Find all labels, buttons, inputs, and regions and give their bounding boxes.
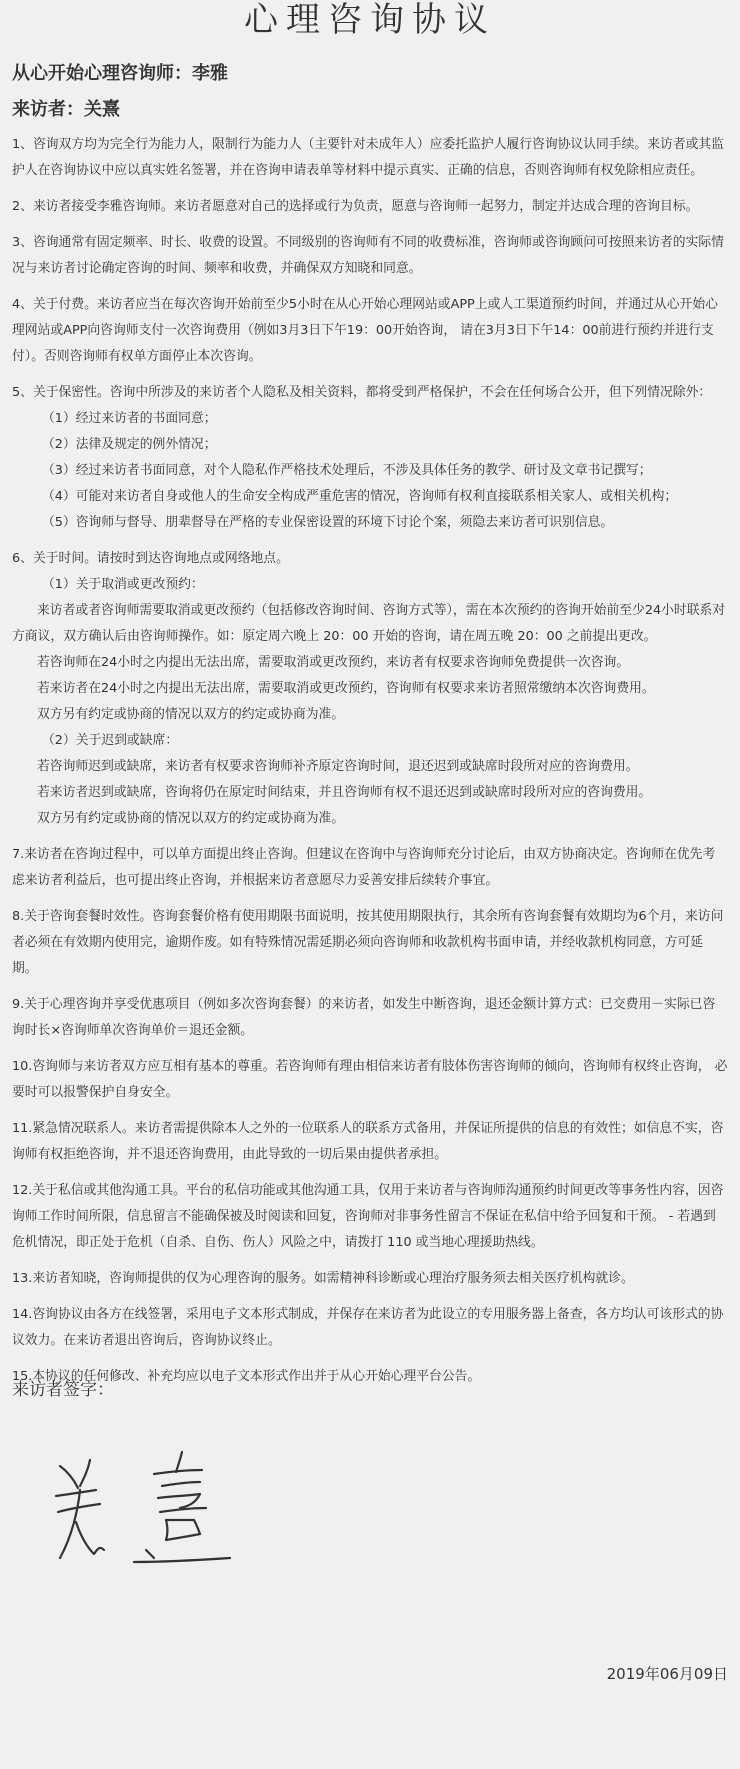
clause-subitem: （3）经过来访者书面同意，对个人隐私作严格技术处理后，不涉及具体任务的教学、研讨及文章书记撰写； [42,463,652,478]
clause-subitem: （4）可能对来访者自身或他人的生命安全构成严重危害的情况，咨询师有权利直接联系相关家人、或相关机构； [42,489,678,504]
clause-subitem: 若咨询师迟到或缺席，来访者有权要求咨询师补齐原定咨询时间，退还迟到或缺席时段所对应的咨询费用。 [37,759,639,774]
clause-paragraph: 8.关于咨询套餐时效性。咨询套餐价格有使用期限书面说明，按其使用期限执行，其余所有咨询套餐有效期均为6个月，来访问者必须在有效期内使用完，逾期作废。如有特殊情况需延期必须向咨询师和收款机构书面申请，并经收款机构同意，方可延期。 [12,909,724,976]
counselor-line: 从心开始心理咨询师：李雅 [12,63,228,84]
clause-subitem: 双方另有约定或协商的情况以双方的约定或协商为准。 [37,811,345,826]
clause-paragraph: 7.来访者在咨询过程中，可以单方面提出终止咨询。但建议在咨询中与咨询师充分讨论后，由双方协商决定。咨询师在优先考虑来访者利益后，也可提出终止咨询，并根据来访者意愿尽力妥善安排后续转介事宜。 [12,847,716,888]
clause-subitem: 双方另有约定或协商的情况以双方的约定或协商为准。 [37,707,345,722]
clause-paragraph: 13.来访者知晓，咨询师提供的仅为心理咨询的服务。如需精神科诊断或心理治疗服务须去相关医疗机构就诊。 [12,1271,634,1286]
clause-subitem: （2）法律及规定的例外情况； [42,437,217,452]
clause-paragraph: 6、关于时间。请按时到达咨询地点或网络地点。 [12,551,289,566]
clause-paragraph: 10.咨询师与来访者双方应互相有基本的尊重。若咨询师有理由相信来访者有肢体伤害咨询师的倾向，咨询师有权终止咨询， 必要时可以报警保护自身安全。 [12,1059,728,1100]
clause-paragraph: 3、咨询通常有固定频率、时长、收费的设置。不同级别的咨询师有不同的收费标准，咨询师或咨询顾问可按照来访者的实际情况与来访者讨论确定咨询的时间、频率和收费，并确保双方知晓和同意。 [12,235,724,276]
clause-paragraph: 2、来访者接受李雅咨询师。来访者愿意对自己的选择或行为负责，愿意与咨询师一起努力，制定并达成合理的咨询目标。 [12,199,699,214]
signature-label: 来访者签字： [12,1380,114,1400]
clause-spacer [12,832,728,842]
clause-paragraph: 11.紧急情况联系人。来访者需提供除本人之外的一位联系人的联系方式备用，并保证所提供的信息的有效性；如信息不实，咨询师有权拒绝咨询，并不退还咨询费用，由此导致的一切后果由提供者承担。 [12,1121,724,1162]
clause-paragraph: 15.本协议的任何修改、补充均应以电子文本形式作出并于从心开始心理平台公告。 [12,1369,481,1384]
clause-subitem: （5）咨询师与督导、朋辈督导在严格的专业保密设置的环境下讨论个案，须隐去来访者可识别信息。 [42,515,614,530]
signature-date: 2019年06月09日 [606,1665,728,1683]
visitor-line: 来访者：关熹 [12,99,120,120]
clause-subitem: 若来访者迟到或缺席，咨询将仍在原定时间结束，并且咨询师有权不退还迟到或缺席时段所对应的咨询费用。 [37,785,652,800]
clause-subitem: 若咨询师在24小时之内提出无法出席，需要取消或更改预约，来访者有权要求咨询师免费提供一次咨询。 [37,655,630,670]
clause-paragraph: 4、关于付费。来访者应当在每次咨询开始前至少5小时在从心开始心理网站或APP上或人工渠道预约时间，并通过从心开始心理网站或APP向咨询师支付一次咨询费用（例如3月3日下午19：00开始咨询， 请在3月3日下午14：00前进行预约并进行支付）。否则咨询师有权单方面停止本次咨询。 [12,297,718,364]
handwritten-signature [50,1450,270,1600]
clause-paragraph: 1、咨询双方均为完全行为能力人，限制行为能力人（主要针对未成年人）应委托监护人履行咨询协议认同手续。来访者或其监护人在咨询协议中应以真实姓名签署，并在咨询申请表单等材料中提示真实、正确的信息，否则咨询师有权免除相应责任。 [12,137,724,178]
clause-spacer [12,536,728,546]
clause-subitem: 来访者或者咨询师需要取消或更改预约（包括修改咨询时间、咨询方式等），需在本次预约的咨询开始前至少24小时联系对方商议，双方确认后由咨询师操作。如：原定周六晚上 20：00 开始的咨询，请在周五晚 20：00 之前提出更改。 [12,603,726,644]
clause-paragraph: 9.关于心理咨询并享受优惠项目（例如多次咨询套餐）的来访者，如发生中断咨询，退还金额计算方式：已交费用－实际已咨询时长×咨询师单次咨询单价＝退还金额。 [12,997,716,1038]
document-title: 心理咨询协议 [244,0,496,40]
clause-subitem: （1）关于取消或更改预约： [42,577,204,592]
clause-paragraph: 12.关于私信或其他沟通工具。平台的私信功能或其他沟通工具，仅用于来访者与咨询师沟通预约时间更改等事务性内容，因咨询师工作时间所限，信息留言不能确保被及时阅读和回复，咨询师对非事务性留言不保证在私信中给予回复和干预。 - 若遇到危机情况，即正处于危机（自杀、自伤、伤人）风险之中，请拨打 110 或当地心理援助热线。 [12,1183,724,1250]
clause-subitem: （2）关于迟到或缺席： [42,733,179,748]
clause-paragraph: 5、关于保密性。咨询中所涉及的来访者个人隐私及相关资料，都将受到严格保护，不会在任何场合公开，但下列情况除外： [12,385,712,400]
clause-list [12,132,728,1390]
clause-paragraph: 14.咨询协议由各方在线签署，采用电子文本形式制成，并保存在来访者为此设立的专用服务器上备查，各方均认可该形式的协议效力。在来访者退出咨询后，咨询协议终止。 [12,1307,724,1348]
clause-subitem: 若来访者在24小时之内提出无法出席，需要取消或更改预约，咨询师有权要求来访者照常缴纳本次咨询费用。 [37,681,655,696]
clause-subitem: （1）经过来访者的书面同意； [42,411,217,426]
